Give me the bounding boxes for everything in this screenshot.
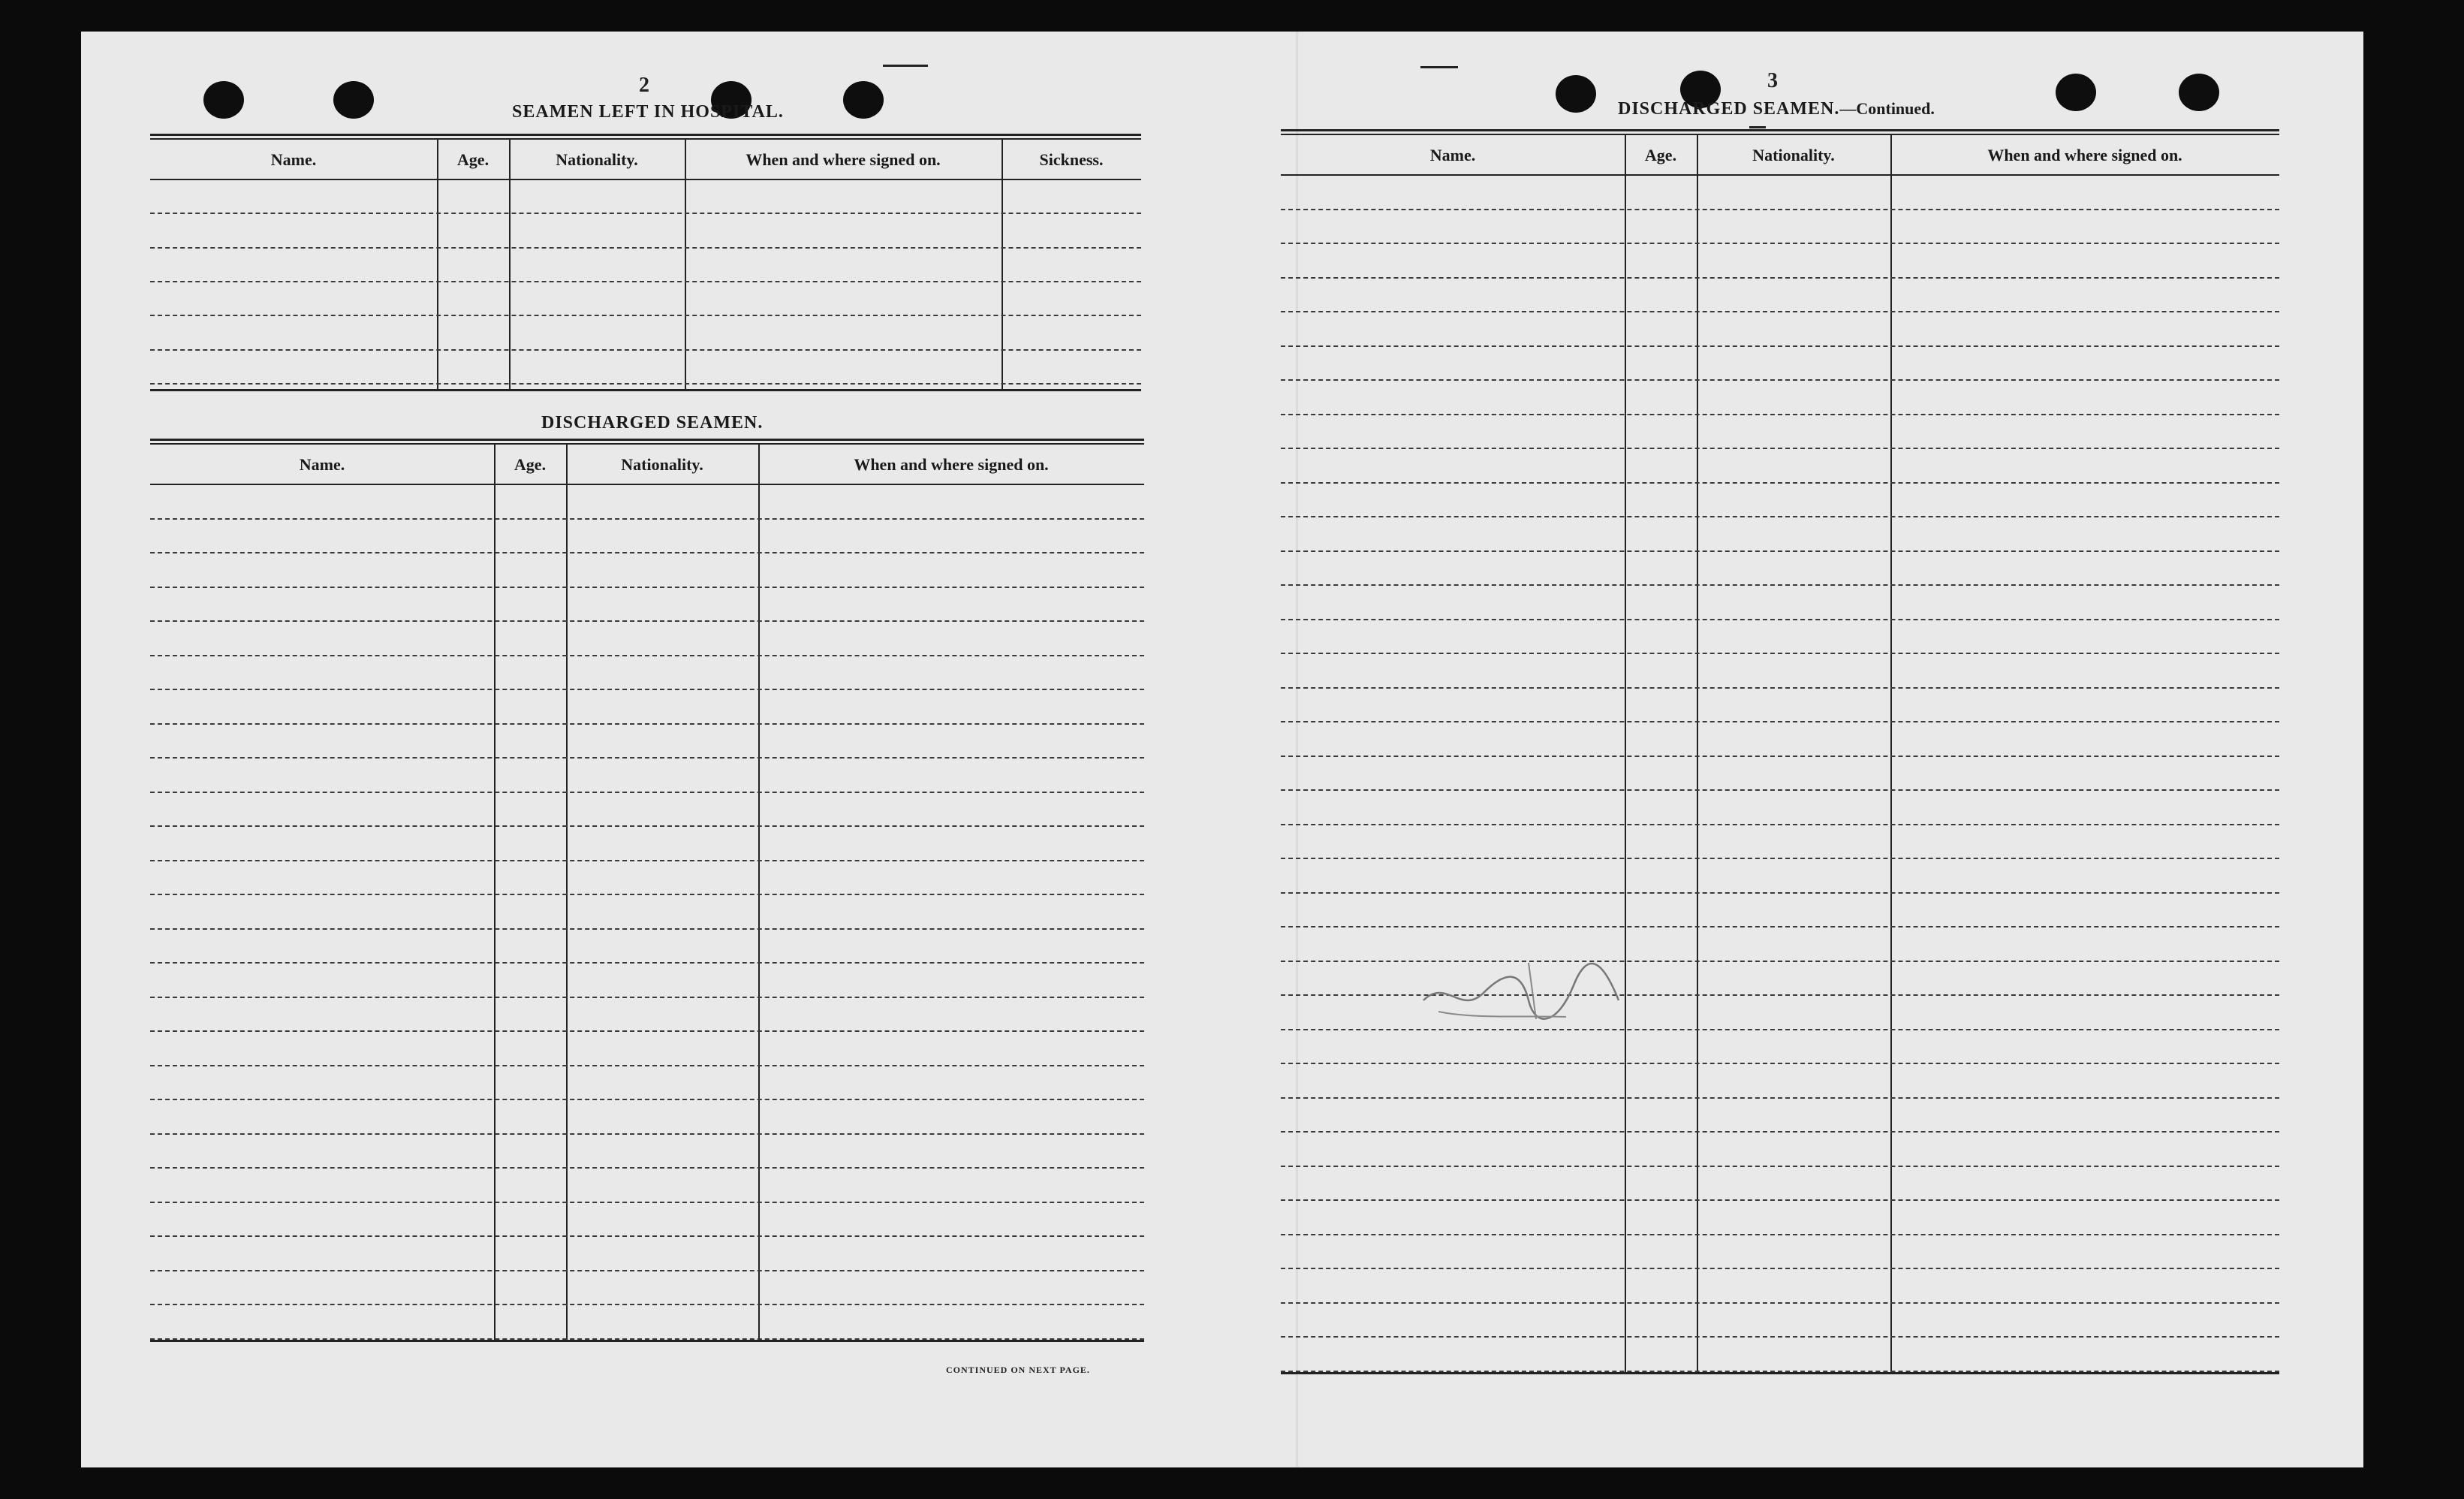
entry-row-line — [1281, 1336, 2279, 1338]
entry-row-line — [150, 1099, 1144, 1100]
column-header: Nationality. — [1752, 146, 1835, 164]
entry-row-line — [150, 620, 1144, 622]
entry-row-line — [1281, 1166, 2279, 1167]
column-divider — [509, 140, 511, 389]
entry-row-line — [150, 1030, 1144, 1032]
entry-row-line — [150, 349, 1141, 351]
entry-row-line — [150, 1202, 1144, 1203]
page-number-left: 2 — [639, 74, 649, 97]
entry-row-line — [1281, 653, 2279, 654]
entry-row-line — [150, 757, 1144, 759]
column-divider — [437, 140, 438, 389]
entry-row-line — [1281, 1097, 2279, 1099]
entry-row-line — [1281, 1302, 2279, 1304]
column-header: Age. — [1644, 146, 1677, 164]
column-header: When and where signed on. — [854, 455, 1049, 474]
entry-row-line — [150, 383, 1141, 385]
column-divider — [494, 445, 496, 1340]
entry-row-line — [1281, 448, 2279, 449]
entry-row-line — [150, 723, 1144, 725]
entry-row-line — [150, 792, 1144, 793]
entry-row-line — [150, 655, 1144, 656]
handwritten-signature — [1416, 948, 1634, 1038]
discharged-title-text: DISCHARGED SEAMEN. — [1618, 99, 1840, 119]
discharged-continued-title — [1618, 99, 1935, 119]
entry-row-line — [150, 860, 1144, 861]
entry-row-line — [1281, 209, 2279, 210]
column-divider — [1002, 140, 1003, 389]
continued-suffix: —Continued. — [1839, 99, 1935, 118]
entry-row-line — [150, 962, 1144, 964]
entry-row-line — [1281, 414, 2279, 415]
entry-row-line — [1281, 516, 2279, 517]
table-bottom-rule — [150, 1340, 1144, 1342]
hospital-section-title: SEAMEN LEFT IN HOSPITAL. — [512, 102, 784, 122]
entry-row-line — [150, 894, 1144, 895]
table-top-rule — [1281, 129, 2279, 131]
document-sheet — [81, 32, 2363, 1467]
column-header: Age. — [456, 150, 489, 169]
column-header: When and where signed on. — [1987, 146, 2182, 164]
column-header: Name. — [299, 455, 345, 474]
punch-hole — [2179, 74, 2219, 111]
entry-row-line — [1281, 277, 2279, 279]
header-bottom-rule — [150, 179, 1141, 180]
header-bottom-rule — [150, 484, 1144, 485]
entry-row-line — [150, 315, 1141, 316]
column-divider — [1697, 135, 1698, 1372]
entry-row-line — [1281, 619, 2279, 620]
table-top-rule — [150, 134, 1141, 136]
punch-hole — [2056, 74, 2096, 111]
table-top-rule-inner — [150, 138, 1141, 140]
entry-row-line — [150, 997, 1144, 998]
entry-row-line — [1281, 311, 2279, 312]
entry-row-line — [1281, 482, 2279, 484]
entry-row-line — [1281, 1199, 2279, 1201]
page-number-right: 3 — [1767, 69, 1778, 92]
column-header: Age. — [514, 455, 547, 474]
ink-speck — [1420, 66, 1458, 68]
entry-row-line — [1281, 756, 2279, 757]
discharged-table-left — [150, 439, 1144, 1397]
entry-row-line — [150, 587, 1144, 588]
column-divider — [566, 445, 568, 1340]
ink-speck — [1749, 126, 1766, 128]
entry-row-line — [1281, 926, 2279, 927]
entry-row-line — [150, 825, 1144, 827]
entry-row-line — [150, 247, 1141, 249]
entry-row-line — [1281, 379, 2279, 381]
discharged-table-right — [1281, 129, 2279, 1394]
column-header: Name. — [270, 150, 317, 169]
table-top-rule — [150, 439, 1144, 441]
discharged-section-title: DISCHARGED SEAMEN. — [541, 413, 764, 433]
column-header: Nationality. — [556, 150, 638, 169]
punch-hole — [1556, 75, 1596, 113]
entry-row-line — [1281, 243, 2279, 244]
entry-row-line — [150, 1235, 1144, 1237]
column-divider — [758, 445, 760, 1340]
entry-row-line — [150, 281, 1141, 282]
entry-row-line — [150, 928, 1144, 930]
entry-row-line — [1281, 789, 2279, 791]
entry-row-line — [1281, 1268, 2279, 1269]
table-bottom-rule — [1281, 1372, 2279, 1374]
hospital-table — [150, 134, 1141, 434]
punch-hole — [843, 81, 884, 119]
column-header: When and where signed on. — [746, 150, 941, 169]
entry-row-line — [150, 1304, 1144, 1305]
entry-row-line — [1281, 1063, 2279, 1064]
entry-row-line — [1281, 721, 2279, 722]
column-divider — [1625, 135, 1626, 1372]
entry-row-line — [150, 1065, 1144, 1066]
punch-hole — [203, 81, 244, 119]
table-top-rule-inner — [1281, 134, 2279, 135]
entry-row-line — [1281, 687, 2279, 689]
column-divider — [685, 140, 686, 389]
entry-row-line — [150, 213, 1141, 214]
entry-row-line — [1281, 1131, 2279, 1133]
entry-row-line — [1281, 824, 2279, 825]
table-bottom-rule — [150, 389, 1141, 391]
entry-row-line — [1281, 858, 2279, 859]
table-top-rule-inner — [150, 443, 1144, 445]
header-bottom-rule — [1281, 174, 2279, 176]
entry-row-line — [1281, 892, 2279, 894]
entry-row-line — [150, 1167, 1144, 1169]
entry-row-line — [1281, 584, 2279, 586]
entry-row-line — [1281, 1234, 2279, 1235]
entry-row-line — [1281, 345, 2279, 347]
entry-row-line — [150, 552, 1144, 553]
column-divider — [1890, 135, 1892, 1372]
continued-footer: CONTINUED ON NEXT PAGE. — [946, 1365, 1090, 1375]
entry-row-line — [150, 689, 1144, 690]
entry-row-line — [150, 518, 1144, 520]
entry-row-line — [150, 1270, 1144, 1271]
entry-row-line — [1281, 550, 2279, 552]
column-header: Sickness. — [1039, 150, 1104, 169]
ink-speck — [883, 65, 928, 67]
column-header: Name. — [1429, 146, 1476, 164]
punch-hole — [333, 81, 374, 119]
column-header: Nationality. — [621, 455, 703, 474]
entry-row-line — [150, 1133, 1144, 1135]
